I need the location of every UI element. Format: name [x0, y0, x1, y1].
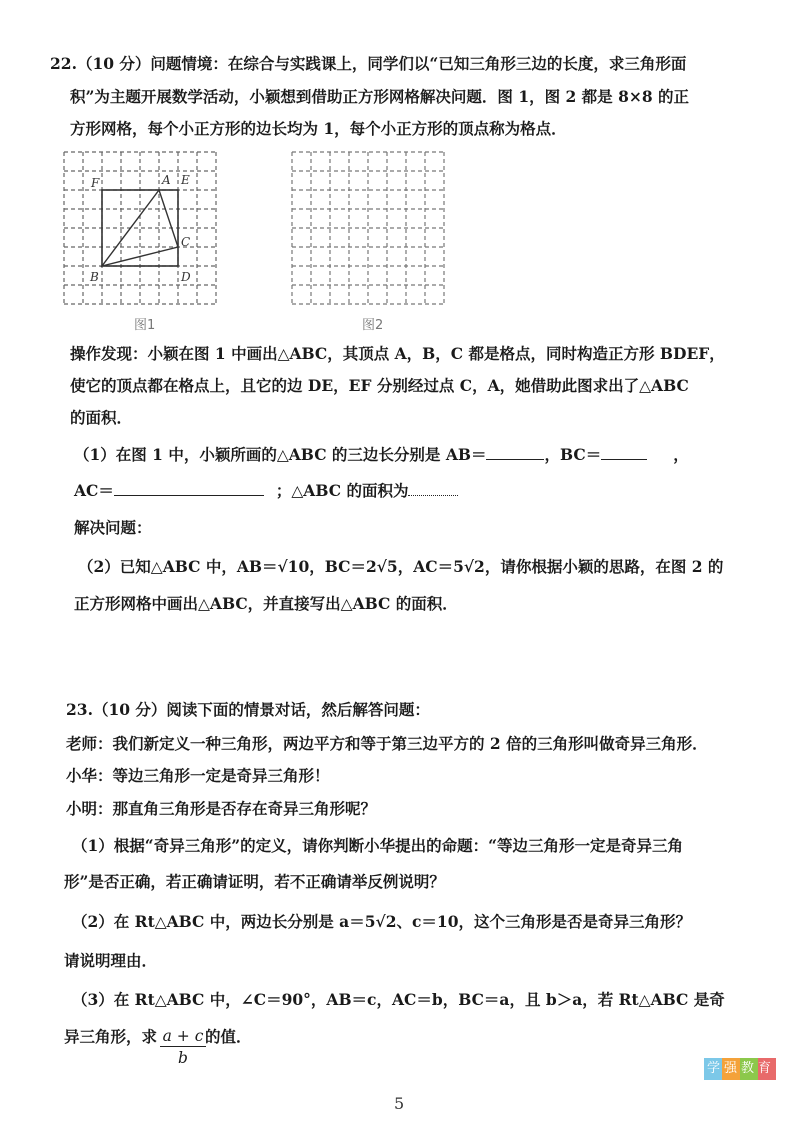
ab-answer-blank[interactable] [486, 445, 544, 460]
q22-line-3: 方形网格，每个小正方形的边长均为 1，每个小正方形的顶点称为格点． [70, 119, 567, 138]
label-c: C [181, 235, 191, 249]
q22-part1-line-1 [74, 445, 689, 465]
figure-2-caption: 图2 [362, 318, 384, 333]
logo-text: 学强教育 [707, 1061, 776, 1076]
q23-part1-line-2: 形”是否正确，若正确请证明，若不正确请举反例说明？ [64, 872, 445, 891]
area-answer-blank[interactable] [408, 481, 458, 496]
q22-solve-heading: 解决问题： [74, 518, 152, 537]
q22-part1-bc: ，BC＝ [544, 445, 602, 464]
label-e: E [181, 173, 190, 187]
q23-part3-line-2 [64, 1027, 252, 1047]
q23-part3-tail: 的值． [205, 1027, 252, 1046]
figure-1-grid [60, 148, 220, 308]
q22-part1-text: （1）在图 1 中，小颖所画的△ABC 的三边长分别是 AB＝ [74, 445, 487, 464]
figure-1-caption: 图1 [134, 318, 156, 333]
page-number: 5 [394, 1094, 405, 1113]
label-d: D [181, 270, 191, 284]
q22-line-1: 22.（10 分）问题情境：在综合与实践课上，同学们以“已知三角形三边的长度，求三角形面 [50, 54, 687, 73]
q23-part3-text: 异三角形，求 [64, 1027, 158, 1046]
fraction-numerator: a + c [160, 1026, 206, 1047]
q23-line-2: 老师：我们新定义一种三角形，两边平方和等于第三边平方的 2 倍的三角形叫做奇异三角形． [66, 734, 708, 753]
bc-answer-blank[interactable] [601, 445, 647, 460]
q22-operation-line-3: 的面积． [70, 408, 133, 427]
fraction [160, 1026, 206, 1069]
watermark-logo [704, 1058, 776, 1080]
figure-2-grid [288, 148, 448, 308]
q23-part3-line-1: （3）在 Rt△ABC 中，∠C＝90°，AB＝c，AC＝b，BC＝a，且 b＞a，若 Rt△ABC 是奇 [72, 990, 725, 1009]
fraction-denominator: b [178, 1049, 188, 1067]
label-b: B [90, 270, 99, 284]
q23-line-4: 小明：那直角三角形是否存在奇异三角形呢？ [66, 799, 377, 818]
q22-operation-line-2: 使它的顶点都在格点上，且它的边 DE，EF 分别经过点 C，A，她借助此图求出了△ABC [70, 376, 689, 395]
q22-part1-comma: ， [673, 445, 689, 464]
q22-part1-line-2 [74, 481, 458, 501]
q22-part2-line-2: 正方形网格中画出△ABC，并直接写出△ABC 的面积． [74, 594, 458, 613]
label-f: F [91, 176, 100, 190]
q23-line-1: 23.（10 分）阅读下面的情景对话，然后解答问题： [66, 700, 430, 719]
q22-line-2: 积”为主题开展数学活动，小颖想到借助正方形网格解决问题．图 1，图 2 都是 8×8 的正 [70, 87, 690, 106]
q23-part2-line-1: （2）在 Rt△ABC 中，两边长分别是 a＝5√2、c＝10，这个三角形是否是奇异三角形？ [72, 912, 691, 931]
q23-part1-line-1: （1）根据“奇异三角形”的定义，请你判断小华提出的命题：“等边三角形一定是奇异三角 [72, 836, 684, 855]
q22-part1-area: ；△ABC 的面积为 [275, 481, 409, 500]
label-a: A [162, 173, 171, 187]
q23-line-3: 小华：等边三角形一定是奇异三角形！ [66, 766, 330, 785]
q22-part1-ac: AC＝ [74, 481, 114, 500]
q23-part2-line-2: 请说明理由． [64, 951, 158, 970]
ac-answer-blank[interactable] [114, 481, 264, 496]
q22-part2-line-1: （2）已知△ABC 中，AB＝√10，BC＝2√5，AC＝5√2，请你根据小颖的思路，在图 2 的 [78, 557, 724, 576]
q22-operation-line-1: 操作发现：小颖在图 1 中画出△ABC，其顶点 A，B，C 都是格点，同时构造正方形 BDEF， [70, 344, 725, 363]
